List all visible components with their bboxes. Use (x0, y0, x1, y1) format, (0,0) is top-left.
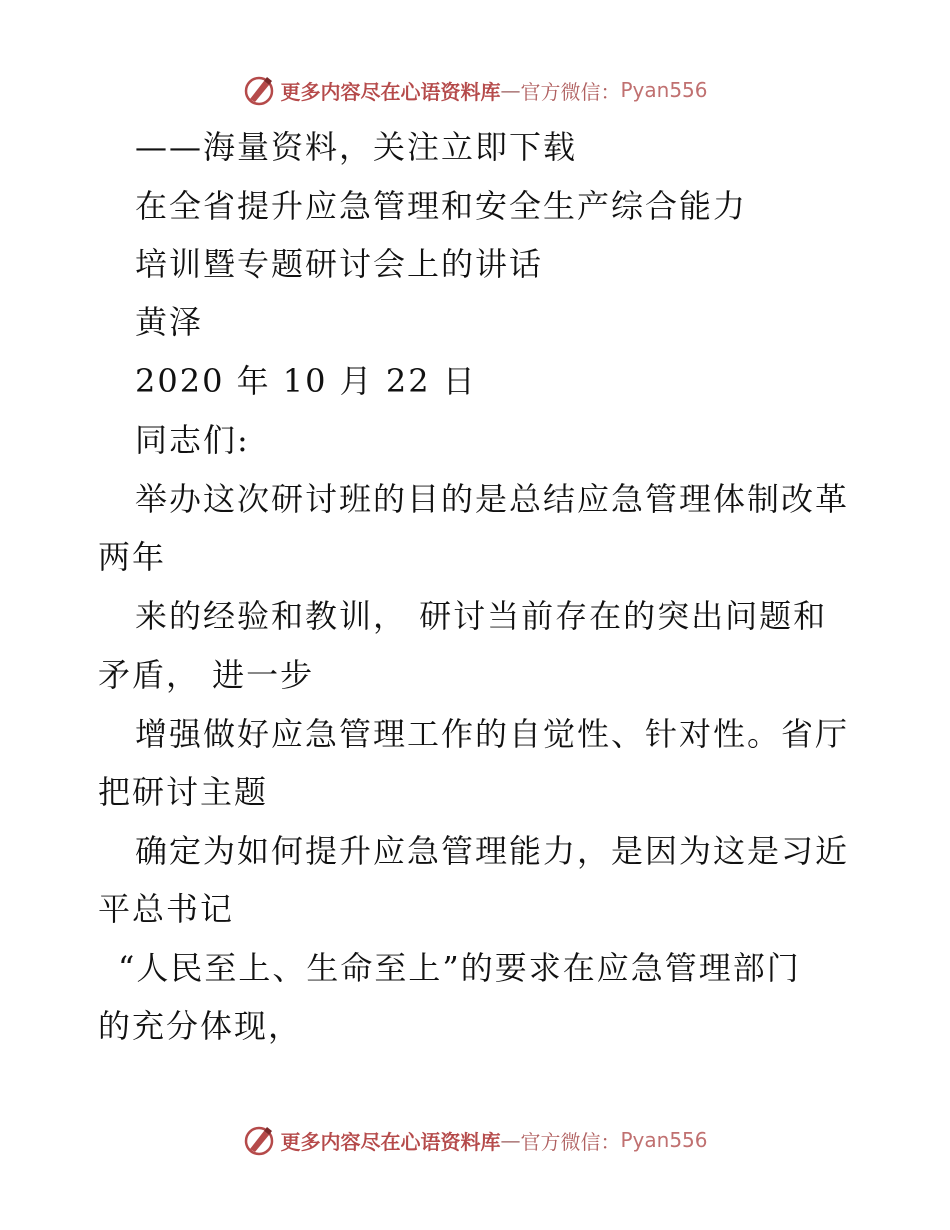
speech-date: 2020 年 10 月 22 日 (135, 362, 477, 400)
watermark-wechat-label: 官方微信： (520, 79, 621, 104)
body-line: 两年 (98, 538, 167, 576)
watermark-header (0, 70, 950, 110)
watermark-brand: 更多内容尽在心语资料库 (280, 79, 501, 104)
body-line: 平总书记 (98, 890, 235, 928)
watermark-brand: 更多内容尽在心语资料库 (280, 1129, 501, 1154)
body-line: 把研讨主题 (98, 773, 269, 811)
body-line: 矛盾， 进一步 (98, 656, 315, 694)
body-line: 举办这次研讨班的目的是总结应急管理体制改革 (135, 480, 850, 518)
body-line: 增强做好应急管理工作的自觉性、针对性。省厅 (135, 715, 850, 753)
watermark-footer (0, 1120, 950, 1160)
download-note: ——海量资料，关注立即下载 (135, 128, 578, 166)
title-line-1: 在全省提升应急管理和安全生产综合能力 (135, 187, 748, 225)
body-line: 来的经验和教训， 研讨当前存在的突出问题和 (135, 597, 828, 635)
watermark-wechat-id: Pyan556 (620, 1128, 708, 1152)
watermark-wechat-id: Pyan556 (620, 78, 708, 102)
watermark-wechat-label: 官方微信： (520, 1129, 621, 1154)
watermark-dash: — (500, 1128, 521, 1152)
author-name: 黄泽 (135, 303, 204, 341)
watermark-dash: — (500, 78, 521, 102)
body-line: “人民至上、生命至上”的要求在应急管理部门 (118, 949, 801, 987)
title-line-2: 培训暨专题研讨会上的讲话 (135, 245, 544, 283)
body-line: 确定为如何提升应急管理能力，是因为这是习近 (135, 832, 850, 870)
body-line: 的充分体现， (98, 1007, 303, 1045)
pen-logo-icon (242, 1123, 276, 1157)
salutation: 同志们: (135, 421, 250, 459)
pen-logo-icon (242, 73, 276, 107)
